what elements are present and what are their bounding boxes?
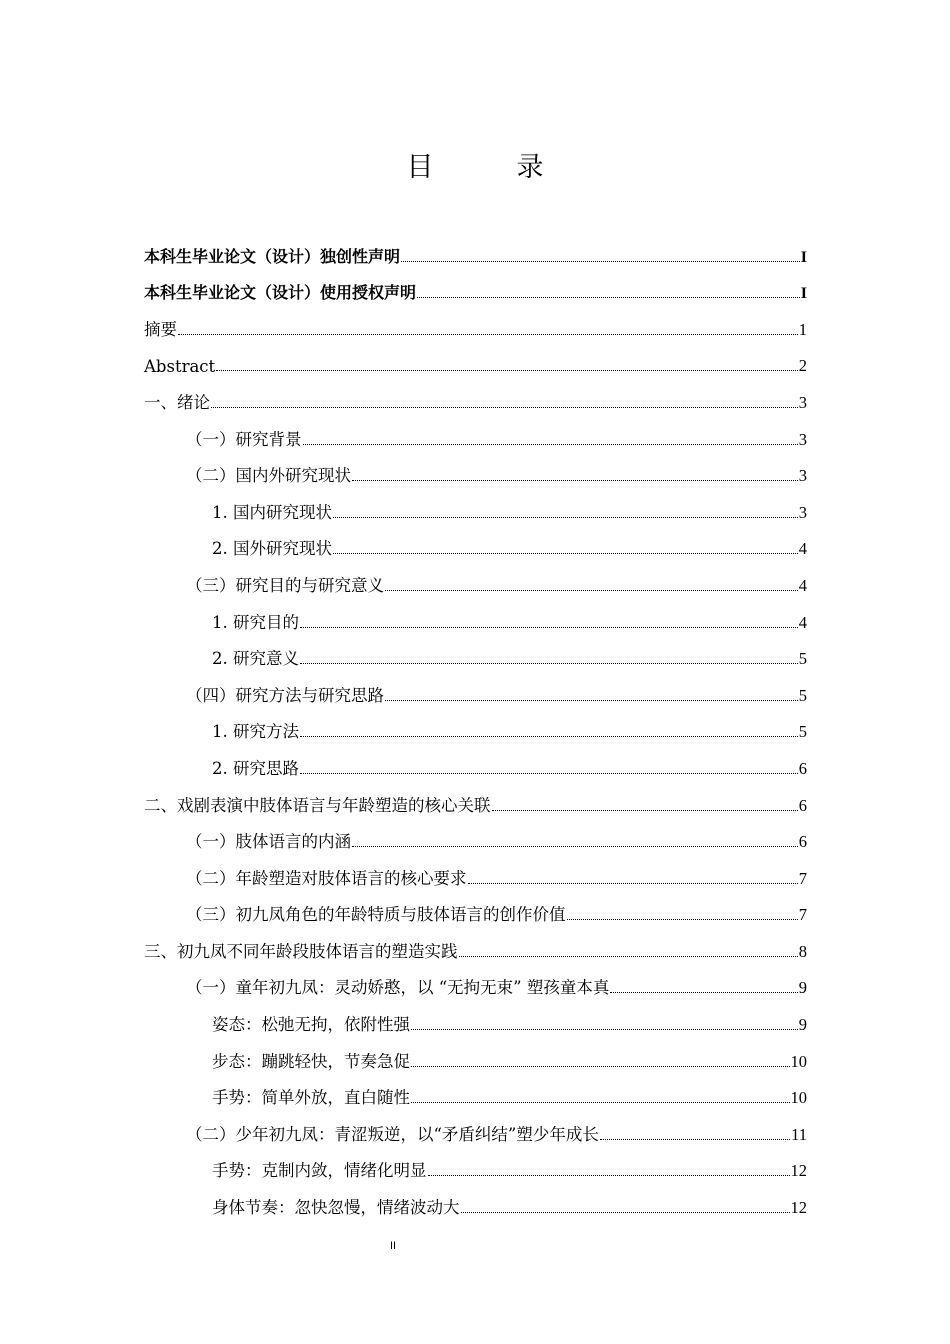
toc-entry-title: （一）童年初九凤：灵动娇憨，以 “无拘无束” 塑孩童本真: [186, 978, 610, 998]
toc-entry-page-number: 5: [798, 649, 807, 669]
toc-entry[interactable]: [144, 527, 807, 564]
toc-entry-page-number: 10: [790, 1088, 807, 1108]
toc-entry[interactable]: [144, 417, 807, 454]
toc-entry-title: （二）年龄塑造对肢体语言的核心要求: [186, 868, 467, 888]
page-title: 目 录: [406, 152, 572, 183]
toc-entry[interactable]: [144, 746, 807, 783]
dot-leader: [401, 260, 800, 262]
toc-entry-title: （二）少年初九凤：青涩叛逆，以“矛盾纠结”塑少年成长: [186, 1124, 599, 1144]
dot-leader: [385, 699, 798, 701]
toc-entry-page-number: 5: [798, 685, 807, 705]
toc-entry-title: （一）研究背景: [186, 429, 302, 449]
toc-entry-page-number: 11: [791, 1124, 807, 1144]
toc-entry-title: Abstract: [144, 357, 216, 377]
toc-entry-page-number: 4: [798, 612, 807, 632]
dot-leader: [600, 1138, 790, 1140]
toc-entry[interactable]: [144, 1039, 807, 1076]
dot-leader: [428, 1174, 790, 1176]
toc-entry[interactable]: [144, 783, 807, 820]
toc-entry-page-number: 2: [798, 356, 807, 376]
dot-leader: [333, 552, 798, 554]
toc-entry-title: 本科生毕业论文（设计）使用授权声明: [144, 283, 417, 303]
toc-entry[interactable]: [144, 1002, 807, 1039]
toc-entry-title: 1. 国内研究现状: [212, 502, 332, 522]
toc-entry-page-number: I: [800, 285, 807, 303]
toc-entry[interactable]: [144, 1112, 807, 1149]
toc-entry-title: 手势：简单外放，直白随性: [212, 1088, 410, 1108]
toc-entry-title: 摘要: [144, 319, 177, 339]
toc-entry[interactable]: [144, 600, 807, 637]
toc-entry[interactable]: [144, 710, 807, 747]
toc-entry-title: 1. 研究方法: [212, 722, 299, 742]
toc-entry-page-number: 12: [790, 1198, 807, 1218]
dot-leader: [352, 845, 798, 847]
toc-entry-title: 2. 国外研究现状: [212, 539, 332, 559]
toc-entry-page-number: 6: [798, 758, 807, 778]
dot-leader: [352, 479, 798, 481]
dot-leader: [300, 735, 798, 737]
toc-entry-title: （二）国内外研究现状: [186, 466, 351, 486]
toc-entry-title: 一、绪论: [144, 392, 210, 412]
dot-leader: [417, 296, 800, 298]
dot-leader: [411, 1028, 798, 1030]
toc-entry-page-number: 3: [798, 466, 807, 486]
toc-entry[interactable]: [144, 820, 807, 857]
table-of-contents: [144, 234, 807, 1222]
dot-leader: [459, 955, 798, 957]
toc-entry[interactable]: [144, 966, 807, 1003]
toc-entry-title: 三、初九凤不同年龄段肢体语言的塑造实践: [144, 941, 458, 961]
toc-entry-page-number: 7: [798, 905, 807, 925]
toc-entry-title: （三）初九凤角色的年龄特质与肢体语言的创作价值: [186, 905, 566, 925]
toc-entry[interactable]: [144, 271, 807, 308]
toc-entry-page-number: 3: [798, 429, 807, 449]
toc-entry-page-number: 9: [798, 1015, 807, 1035]
dot-leader: [178, 333, 798, 335]
dot-leader: [492, 809, 798, 811]
toc-entry-title: 姿态：松弛无拘，依附性强: [212, 1015, 410, 1035]
toc-entry-page-number: 5: [798, 722, 807, 742]
toc-entry-page-number: 3: [798, 502, 807, 522]
toc-entry[interactable]: [144, 380, 807, 417]
toc-entry-title: 二、戏剧表演中肢体语言与年龄塑造的核心关联: [144, 795, 491, 815]
toc-entry[interactable]: [144, 563, 807, 600]
toc-entry-page-number: I: [800, 248, 807, 266]
toc-entry-page-number: 1: [798, 319, 807, 339]
dot-leader: [300, 626, 798, 628]
dot-leader: [300, 772, 798, 774]
dot-leader: [610, 991, 797, 993]
toc-entry-title: 身体节奏：忽快忽慢，情绪波动大: [212, 1198, 460, 1218]
dot-leader: [216, 369, 798, 371]
toc-entry[interactable]: [144, 344, 807, 381]
toc-entry[interactable]: [144, 234, 807, 271]
toc-entry[interactable]: [144, 893, 807, 930]
toc-entry-title: 手势：克制内敛，情绪化明显: [212, 1161, 427, 1181]
toc-entry-page-number: 12: [790, 1161, 807, 1181]
toc-entry-page-number: 4: [798, 539, 807, 559]
toc-entry[interactable]: [144, 856, 807, 893]
dot-leader: [303, 443, 798, 445]
dot-leader: [411, 1101, 790, 1103]
toc-entry[interactable]: [144, 454, 807, 491]
toc-entry-page-number: 7: [798, 868, 807, 888]
dot-leader: [461, 1211, 790, 1213]
dot-leader: [333, 516, 798, 518]
dot-leader: [385, 589, 798, 591]
dot-leader: [300, 662, 798, 664]
page-number-footer: II: [389, 1240, 397, 1252]
toc-entry-page-number: 6: [798, 795, 807, 815]
toc-entry[interactable]: [144, 673, 807, 710]
toc-entry-title: 本科生毕业论文（设计）独创性声明: [144, 246, 401, 266]
dot-leader: [567, 918, 798, 920]
toc-entry-title: （一）肢体语言的内涵: [186, 832, 351, 852]
toc-entry[interactable]: [144, 637, 807, 674]
dot-leader: [468, 882, 798, 884]
toc-entry-page-number: 4: [798, 575, 807, 595]
toc-entry-page-number: 10: [790, 1051, 807, 1071]
toc-entry-title: 2. 研究思路: [212, 758, 299, 778]
dot-leader: [411, 1065, 790, 1067]
toc-entry[interactable]: [144, 1185, 807, 1222]
toc-entry-page-number: 6: [798, 832, 807, 852]
toc-entry-page-number: 8: [798, 941, 807, 961]
toc-entry-page-number: 9: [798, 978, 807, 998]
toc-entry-title: 1. 研究目的: [212, 612, 299, 632]
toc-entry[interactable]: [144, 490, 807, 527]
toc-entry-title: （四）研究方法与研究思路: [186, 685, 384, 705]
toc-entry[interactable]: [144, 929, 807, 966]
dot-leader: [211, 406, 798, 408]
toc-entry-title: 2. 研究意义: [212, 649, 299, 669]
toc-entry-title: 步态：蹦跳轻快，节奏急促: [212, 1051, 410, 1071]
toc-entry-title: （三）研究目的与研究意义: [186, 575, 384, 595]
toc-entry-page-number: 3: [798, 392, 807, 412]
toc-entry[interactable]: [144, 1076, 807, 1113]
toc-entry[interactable]: [144, 307, 807, 344]
toc-entry[interactable]: [144, 1149, 807, 1186]
